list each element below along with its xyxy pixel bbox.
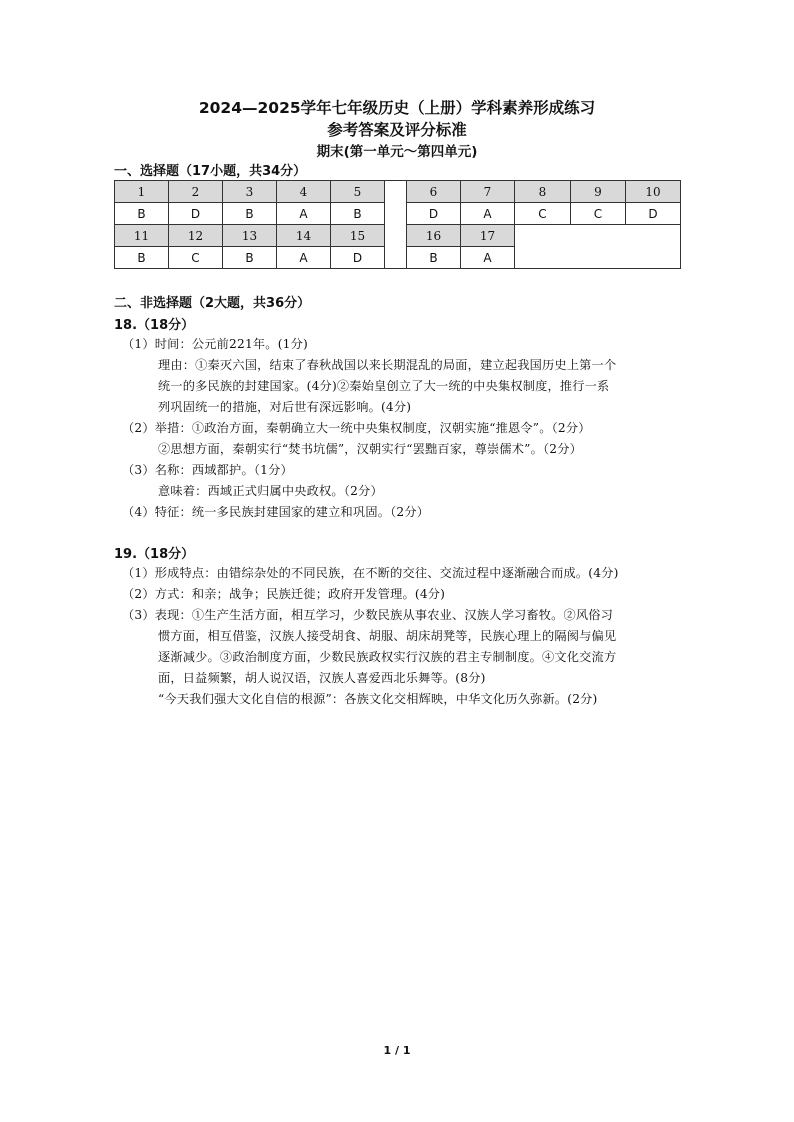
answer-cell: A [277,247,331,269]
answer-cell: A [461,247,515,269]
answer-line: （1）形成特点：由错综杂处的不同民族，在不断的交往、交流过程中逐渐融合而成。(4分) [122,566,619,580]
document-scope: 期末(第一单元～第四单元) [316,144,478,160]
question-number: 12 [169,225,223,247]
answer-cell: D [169,203,223,225]
question-number: 13 [223,225,277,247]
section1-heading: 一、选择题（17小题，共34分） [114,164,307,179]
answer-line: 逐渐减少。③政治制度方面，少数民族政权实行汉族的君主专制制度。④文化交流方 [158,650,617,664]
question-number: 1 [115,181,169,203]
answer-line: “今天我们强大文化自信的根源”：各族文化交相辉映，中华文化历久弥新。(2分) [158,692,598,706]
question-18-heading: 18.（18分） [114,318,195,333]
question-number: 16 [407,225,461,247]
question-19-heading: 19.（18分） [114,547,195,562]
answer-line: 意味着：西域正式归属中央政权。（2分） [158,484,383,498]
document-title: 2024—2025学年七年级历史（上册）学科素养形成练习 [198,99,596,117]
answer-cell: B [223,247,277,269]
answer-line: 统一的多民族的封建国家。(4分)②秦始皇创立了大一统的中央集权制度，推行一系 [158,379,610,393]
question-number: 5 [331,181,385,203]
question-number: 4 [277,181,331,203]
question-number: 17 [461,225,515,247]
question-number: 11 [115,225,169,247]
answer-cell: D [331,247,385,269]
answer-line: （4）特征：统一多民族封建国家的建立和巩固。（2分） [122,505,430,519]
question-number: 14 [277,225,331,247]
question-number: 15 [331,225,385,247]
answer-cell: D [626,203,681,225]
answer-cell: B [115,203,169,225]
answer-cell: A [461,203,515,225]
answer-cell: D [407,203,461,225]
table-gap [385,181,407,269]
answer-cell: C [515,203,571,225]
question-number: 6 [407,181,461,203]
answer-table [114,180,681,269]
answer-cell: C [571,203,626,225]
answer-cell: A [277,203,331,225]
section2-heading: 二、非选择题（2大题，共36分） [114,296,311,311]
question-number: 7 [461,181,515,203]
document-subtitle: 参考答案及评分标准 [327,121,467,139]
page-number: 1 / 1 [383,1044,411,1057]
table-row [115,181,681,203]
question-number: 9 [571,181,626,203]
answer-line: （1）时间：公元前221年。(1分) [122,337,308,351]
answer-line: （2）举措：①政治方面，秦朝确立大一统中央集权制度，汉朝实施“推恩令”。（2分） [122,421,591,435]
answer-line: 惯方面，相互借鉴，汉族人接受胡食、胡服、胡床胡凳等，民族心理上的隔阂与偏见 [158,629,617,643]
answer-cell: B [115,247,169,269]
answer-line: 理由：①秦灭六国，结束了春秋战国以来长期混乱的局面，建立起我国历史上第一个 [158,358,617,372]
answer-line: 面，日益频繁，胡人说汉语，汉族人喜爱西北乐舞等。(8分) [158,671,486,685]
answer-line: （2）方式：和亲；战争；民族迁徙；政府开发管理。(4分) [122,587,446,601]
answer-cell: B [331,203,385,225]
answer-line: 列巩固统一的措施，对后世有深远影响。(4分) [158,400,412,414]
answer-cell: B [223,203,277,225]
answer-line: ②思想方面，秦朝实行“焚书坑儒”，汉朝实行“罢黜百家，尊崇儒术”。（2分） [158,442,582,456]
table-blank [515,225,681,269]
answer-line: （3）表现：①生产生活方面，相互学习，少数民族从事农业、汉族人学习畜牧。②风俗习 [122,608,614,622]
question-number: 3 [223,181,277,203]
question-number: 10 [626,181,681,203]
question-number: 2 [169,181,223,203]
answer-line: （3）名称：西域都护。（1分） [122,463,293,477]
answer-cell: C [169,247,223,269]
answer-cell: B [407,247,461,269]
question-number: 8 [515,181,571,203]
